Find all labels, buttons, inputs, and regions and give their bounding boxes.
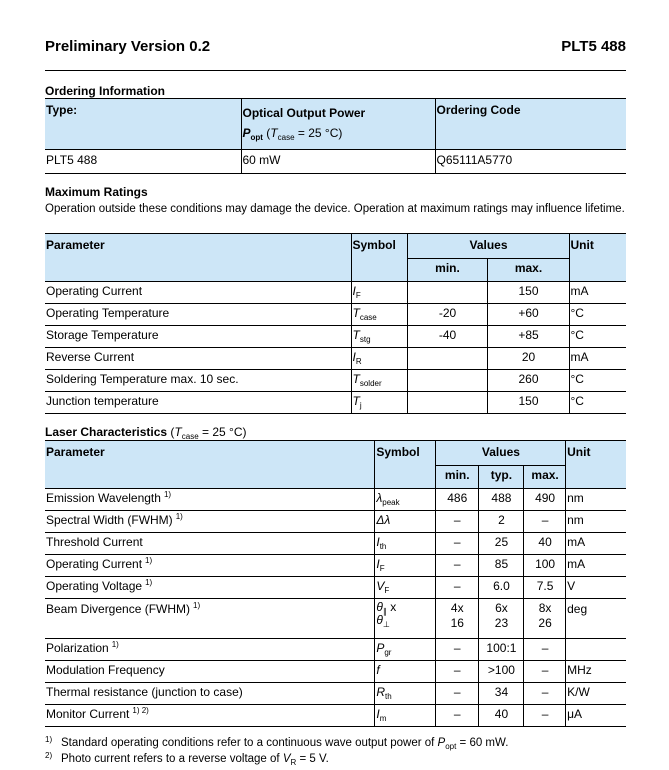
symbol-cell: $I_{th}$ [375,533,435,555]
table-row [45,533,626,555]
parameter-cell: Reverse Current [45,348,351,370]
max-value: +85 [487,326,569,348]
table-row [45,511,626,533]
table-row [45,661,626,683]
lc-typ-header: typ. [478,466,523,489]
ordering-code-value: Q65111A5770 [435,150,626,174]
typ-value: 85 [478,555,523,577]
table-row [45,489,626,511]
power-header-symbol: $P_{opt}$ [242,126,263,142]
ordering-power-header [241,99,435,150]
typ-value: 6.0 [478,577,523,599]
min-value [407,282,487,304]
footnote-2: 2) Photo current refers to a reverse voltage of $V_R = 5$ V. [45,751,329,767]
max-value: – [524,639,566,661]
table-row [45,348,626,370]
table-row [45,577,626,599]
symbol-cell: Δλ [375,511,435,533]
lc-unit-header: Unit [566,441,626,489]
max-value: 7.5 [524,577,566,599]
beam-param: Beam Divergence (FWHM) $^{1)}$ [45,599,375,639]
min-value: – [435,705,478,727]
typ-value: 488 [478,489,523,511]
max-value: – [524,683,566,705]
unit-value: K/W [566,683,626,705]
symbol-cell: $T_j$ [351,392,407,414]
parameter-cell: Monitor Current $^{1) 2)}$ [45,705,375,727]
typ-value: 100:1 [478,639,523,661]
table-row [45,326,626,348]
symbol-cell: f [375,661,435,683]
beam-max: 8x 26 [524,599,566,639]
unit-value: °C [569,392,626,414]
unit-value [566,639,626,661]
max-value: – [524,511,566,533]
parameter-cell: Operating Current [45,282,351,304]
power-header-label: Optical Output Power [242,106,366,120]
unit-value: nm [566,511,626,533]
parameter-cell: Storage Temperature [45,326,351,348]
lc-values-header: Values [435,441,565,466]
min-value: – [435,661,478,683]
table-row [45,555,626,577]
unit-value: mA [569,282,626,304]
ordering-power-value: 60 mW [241,150,435,174]
max-ratings-title: Maximum Ratings [45,185,148,199]
max-value: – [524,661,566,683]
page-header [45,38,626,58]
laser-title: Laser Characteristics ($T_{case} = 25$ °C) [45,425,247,441]
min-value: – [435,639,478,661]
table-row [45,370,626,392]
max-value: 150 [487,282,569,304]
parameter-cell: Operating Current $^{1)}$ [45,555,375,577]
unit-value: mA [566,555,626,577]
max-value: 100 [524,555,566,577]
parameter-cell: Thermal resistance (junction to case) [45,683,375,705]
mr-values-header: Values [407,234,569,259]
symbol-cell: $I_m$ [375,705,435,727]
parameter-cell: Polarization $^{1)}$ [45,639,375,661]
min-value [407,348,487,370]
max-value: 20 [487,348,569,370]
typ-value: 25 [478,533,523,555]
min-value: – [435,555,478,577]
mr-symbol-header: Symbol [351,234,407,282]
mr-max-header: max. [487,259,569,282]
unit-value: °C [569,326,626,348]
max-value: 490 [524,489,566,511]
unit-value: °C [569,304,626,326]
table-row [45,599,626,639]
unit-value: MHz [566,661,626,683]
lc-min-header: min. [435,466,478,489]
min-value: – [435,577,478,599]
version-title: Preliminary Version 0.2 [45,38,211,55]
parameter-cell: Modulation Frequency [45,661,375,683]
parameter-cell: Soldering Temperature max. 10 sec. [45,370,351,392]
max-value: – [524,705,566,727]
min-value: – [435,533,478,555]
header-divider [45,70,626,71]
parameter-cell: Spectral Width (FWHM) $^{1)}$ [45,511,375,533]
beam-symbol: $\theta_\parallel$ x $\theta_\perp$ [375,599,435,639]
max-value: 40 [524,533,566,555]
ordering-type-value: PLT5 488 [45,150,241,174]
parameter-cell: Operating Voltage $^{1)}$ [45,577,375,599]
symbol-cell: $T_{case}$ [351,304,407,326]
power-header-condition: ($T_{case} = 25$ °C) [262,126,343,142]
mr-min-header: min. [407,259,487,282]
symbol-cell: $I_F$ [375,555,435,577]
unit-value: nm [566,489,626,511]
min-value: – [435,683,478,705]
max-value: +60 [487,304,569,326]
part-number: PLT5 488 [561,38,626,55]
symbol-cell: $R_{th}$ [375,683,435,705]
typ-value: 34 [478,683,523,705]
symbol-cell: $I_R$ [351,348,407,370]
parameter-cell: Threshold Current [45,533,375,555]
table-row [45,392,626,414]
parameter-cell: Emission Wavelength $^{1)}$ [45,489,375,511]
beam-unit: deg [566,599,626,639]
max-ratings-note: Operation outside these conditions may damage the device. Operation at maximum ratings may influence lifetime. [45,203,625,215]
table-row [45,705,626,727]
footnote-1: 1) Standard operating conditions refer to a continuous wave output power of $P_{opt} = 60$ mW. [45,735,509,751]
parameter-cell: Junction temperature [45,392,351,414]
unit-value: mA [566,533,626,555]
mr-param-header: Parameter [45,234,351,282]
min-value [407,392,487,414]
symbol-cell: $P_{gr}$ [375,639,435,661]
ordering-title: Ordering Information [45,84,165,98]
ordering-table [45,98,626,174]
lc-symbol-header: Symbol [375,441,435,489]
typ-value: 40 [478,705,523,727]
mr-unit-header: Unit [569,234,626,282]
beam-min: 4x 16 [435,599,478,639]
min-value [407,370,487,392]
min-value: -20 [407,304,487,326]
unit-value: μA [566,705,626,727]
max-value: 260 [487,370,569,392]
parameter-cell: Operating Temperature [45,304,351,326]
typ-value: >100 [478,661,523,683]
typ-value: 2 [478,511,523,533]
unit-value: °C [569,370,626,392]
symbol-cell: $T_{stg}$ [351,326,407,348]
max-value: 150 [487,392,569,414]
symbol-cell: $I_F$ [351,282,407,304]
min-value: 486 [435,489,478,511]
table-row [45,282,626,304]
table-row [45,639,626,661]
table-row [45,304,626,326]
lc-max-header: max. [524,466,566,489]
ordering-code-header: Ordering Code [435,99,626,150]
unit-value: V [566,577,626,599]
laser-table [45,440,626,727]
ordering-type-header: Type: [45,99,241,150]
symbol-cell: $T_{solder}$ [351,370,407,392]
max-ratings-table [45,233,626,414]
symbol-cell: $\lambda_{peak}$ [375,489,435,511]
lc-param-header: Parameter [45,441,375,489]
symbol-cell: $V_F$ [375,577,435,599]
unit-value: mA [569,348,626,370]
min-value: -40 [407,326,487,348]
beam-typ: 6x 23 [478,599,523,639]
min-value: – [435,511,478,533]
table-row [45,683,626,705]
